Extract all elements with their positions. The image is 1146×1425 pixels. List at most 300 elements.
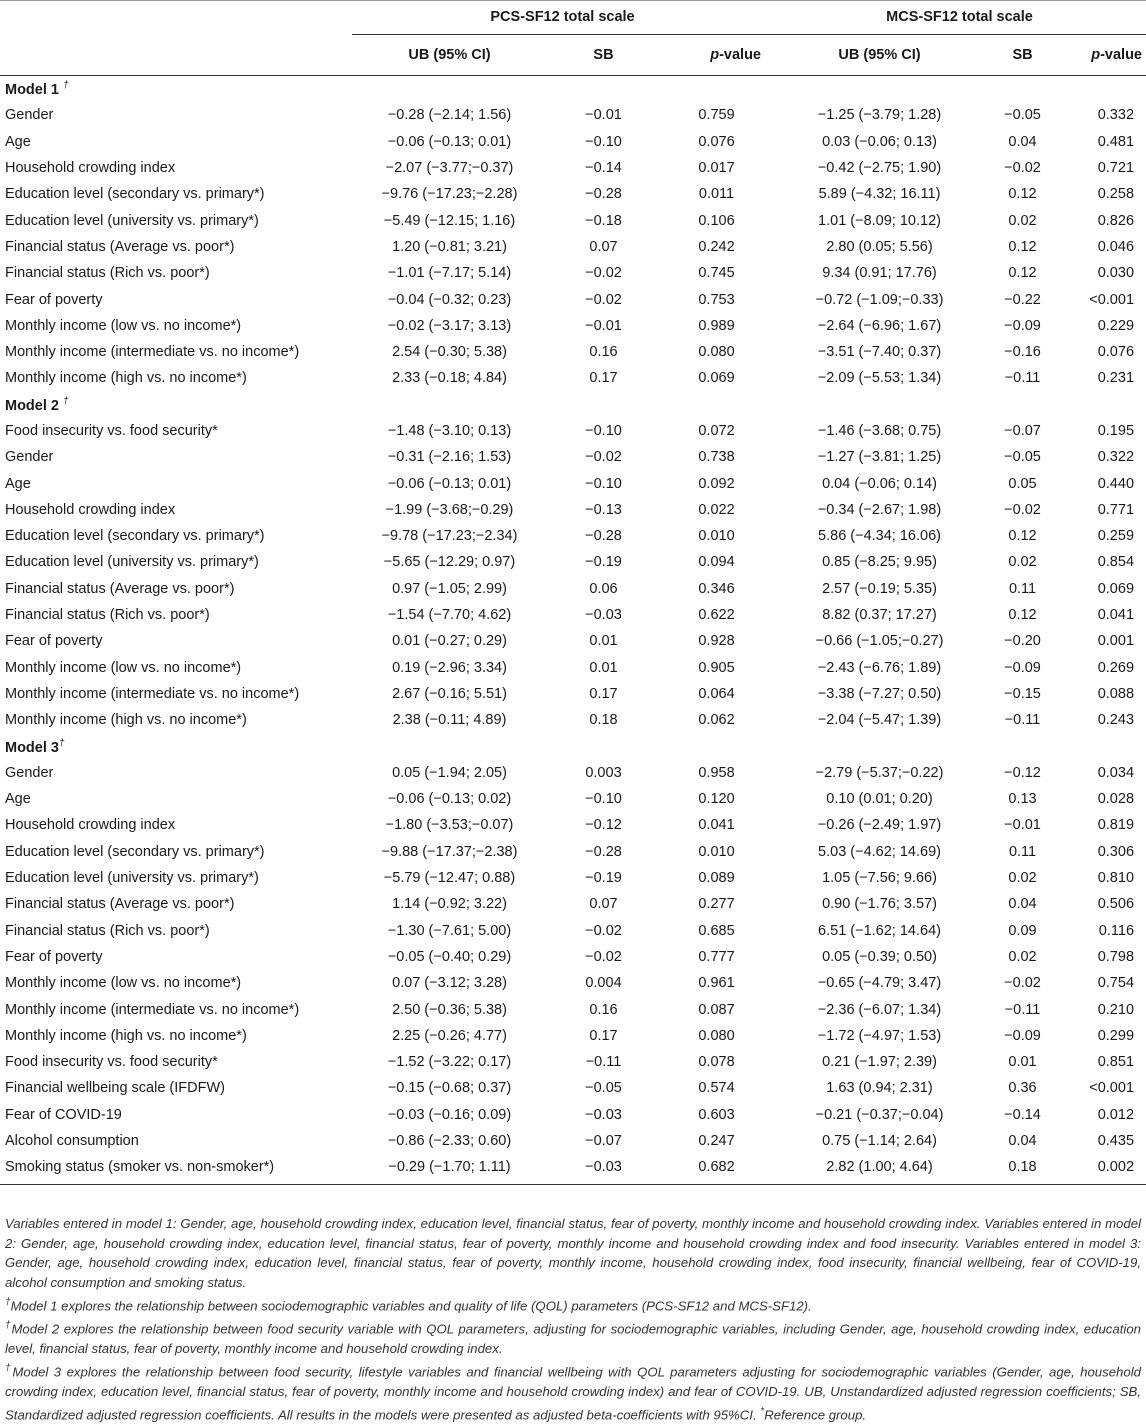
pcs-sb: 0.16	[589, 1001, 618, 1018]
footnote-variables: Variables entered in model 1: Gender, age, household crowding index, education level, financial status, fear of poverty, monthly income and household crowding index. Variables entered in model 2: Gender, age, household crowding index, education level, financial status, fear of poverty, monthly income and household crowding index and food insecurity. Variables entered in model 3: Gender, age, household crowding index, education level, financial status, fear of poverty, monthly income, household crowding index, food insecurity, financial wellbeing, fear of COVID-19, alcohol consumption and smoking status.	[5, 1216, 1141, 1291]
row-label: Alcohol consumption	[5, 1133, 139, 1150]
table-row	[0, 839, 1146, 865]
pcs-p: 0.087	[698, 1001, 735, 1018]
mcs-sb: −0.09	[1004, 1027, 1041, 1044]
table-row	[0, 1049, 1146, 1075]
pcs-ub: −1.30 (−7.61; 5.00)	[387, 922, 512, 939]
pcs-p: 0.078	[698, 1054, 735, 1071]
table-row	[0, 707, 1146, 733]
mcs-ub: 0.90 (−1.76; 3.57)	[822, 896, 937, 913]
mcs-p: 0.481	[1097, 133, 1135, 150]
mcs-sb: 0.02	[1008, 948, 1037, 965]
row-label: Monthly income (low vs. no income*)	[5, 317, 242, 334]
pcs-p: 0.080	[698, 1027, 735, 1044]
mcs-sb: 0.05	[1008, 475, 1037, 492]
mcs-p: 0.195	[1097, 423, 1135, 439]
pcs-ub: −0.06 (−0.13; 0.02)	[387, 791, 512, 808]
pcs-sb: −0.01	[585, 317, 622, 334]
row-label: Smoking status (smoker vs. non-smoker*)	[0, 1154, 352, 1185]
mcs-ub: −2.04 (−5.47; 1.39)	[817, 712, 942, 729]
pcs-p: 0.072	[698, 423, 735, 439]
mcs-sb: −0.05	[1004, 449, 1041, 466]
table-row	[0, 970, 1146, 996]
table-row	[0, 576, 1146, 602]
pcs-ub: −1.48 (−3.10; 0.13)	[387, 423, 512, 439]
mcs-sb: −0.02	[1004, 160, 1041, 177]
mcs-p: 0.826	[1097, 212, 1135, 229]
mcs-ub: 2.80 (0.05; 5.56)	[826, 238, 933, 255]
pcs-ub: −0.28 (−2.14; 1.56)	[387, 107, 512, 124]
pcs-p: 0.574	[698, 1080, 735, 1097]
mcs-ub: −2.64 (−6.96; 1.67)	[817, 317, 942, 334]
pcs-p: 0.277	[698, 896, 735, 913]
row-label: Financial status (Average vs. poor*)	[5, 896, 235, 913]
pcs-p: 0.080	[698, 344, 735, 361]
row-label: Fear of COVID-19	[5, 1106, 122, 1123]
pcs-p: 0.682	[660, 1154, 773, 1185]
mcs-sb: −0.07	[1004, 423, 1041, 439]
pcs-ub: −1.54 (−7.70; 4.62)	[387, 607, 512, 624]
col-header-sb-mcs: SB	[986, 35, 1059, 76]
pcs-ub: −2.07 (−3.77;−0.37)	[385, 160, 514, 177]
pcs-p: 0.622	[698, 607, 735, 624]
pcs-p: 0.242	[698, 238, 735, 255]
pcs-ub: −1.52 (−3.22; 0.17)	[387, 1054, 512, 1071]
mcs-sb: −0.22	[1004, 291, 1041, 308]
row-label: Education level (university vs. primary*)	[5, 870, 259, 887]
row-label: Financial status (Rich vs. poor*)	[5, 265, 210, 282]
mcs-sb: 0.09	[1008, 922, 1037, 939]
pcs-ub: 2.38 (−0.11; 4.89)	[392, 712, 507, 729]
row-label: Monthly income (intermediate vs. no income*)	[5, 1001, 300, 1018]
mcs-ub: 9.34 (0.91; 17.76)	[822, 265, 937, 282]
mcs-p: 0.819	[1097, 817, 1135, 834]
mcs-sb: −0.11	[1004, 712, 1041, 729]
pcs-p: 0.989	[698, 317, 735, 334]
table-row	[0, 260, 1146, 286]
mcs-ub: −0.42 (−2.75; 1.90)	[817, 160, 942, 177]
mcs-p: 0.069	[1097, 580, 1135, 597]
mcs-p: <0.001	[1089, 291, 1135, 308]
pcs-ub: 2.54 (−0.30; 5.38)	[392, 344, 507, 361]
row-label: Education level (university vs. primary*)	[5, 554, 259, 571]
mcs-p: 0.028	[1097, 791, 1135, 808]
row-label: Education level (university vs. primary*)	[5, 212, 259, 229]
row-label: Food insecurity vs. food security*	[5, 1054, 218, 1071]
table-row	[0, 760, 1146, 786]
mcs-ub: 2.82 (1.00; 4.64)	[773, 1154, 986, 1185]
row-label: Age	[5, 791, 31, 808]
pcs-sb: 0.17	[589, 1027, 618, 1044]
table-row	[0, 444, 1146, 470]
pcs-sb: −0.10	[585, 423, 622, 439]
pcs-sb: −0.05	[585, 1080, 622, 1097]
pcs-ub: −0.02 (−3.17; 3.13)	[387, 317, 512, 334]
mcs-ub: 1.05 (−7.56; 9.66)	[822, 870, 937, 887]
pcs-sb: 0.07	[589, 896, 618, 913]
row-label: Household crowding index	[5, 817, 176, 834]
mcs-sb: −0.09	[1004, 659, 1041, 676]
mcs-ub: −0.34 (−2.67; 1.98)	[817, 501, 942, 518]
table-row	[0, 944, 1146, 970]
mcs-ub: 1.63 (0.94; 2.31)	[826, 1080, 933, 1097]
table-row	[0, 602, 1146, 628]
pcs-sb: −0.28	[585, 843, 622, 860]
mcs-p: 0.754	[1097, 975, 1135, 992]
mcs-p: 0.030	[1097, 265, 1135, 282]
table-row	[0, 497, 1146, 523]
pcs-p: 0.089	[698, 870, 735, 887]
pcs-sb: −0.14	[585, 160, 622, 177]
table-row	[0, 1154, 1146, 1185]
mcs-ub: −0.21 (−0.37;−0.04)	[815, 1106, 944, 1123]
col-header-sb-pcs: SB	[547, 35, 660, 76]
mcs-sb: 0.12	[1008, 528, 1037, 545]
mcs-sb: 0.01	[1008, 1054, 1037, 1071]
table-row	[0, 470, 1146, 496]
row-label: Household crowding index	[5, 501, 176, 518]
row-label: Gender	[5, 449, 54, 466]
pcs-p: 0.759	[698, 107, 735, 124]
mcs-p: 0.259	[1097, 528, 1135, 545]
pcs-sb: 0.17	[589, 370, 618, 387]
mcs-p: 0.231	[1097, 370, 1135, 387]
mcs-p: 0.001	[1097, 633, 1135, 650]
model-title: Model 1 †	[5, 80, 69, 99]
mcs-p: 0.012	[1097, 1106, 1135, 1123]
mcs-ub: 0.85 (−8.25; 9.95)	[822, 554, 937, 571]
pcs-sb: −0.01	[585, 107, 622, 124]
pcs-sb: 0.01	[589, 633, 618, 650]
mcs-sb: −0.02	[1004, 501, 1041, 518]
row-label: Financial status (Rich vs. poor*)	[5, 607, 210, 624]
mcs-sb: −0.12	[1004, 764, 1041, 781]
footnote-model3: †Model 3 explores the relationship between food security, lifestyle variables and financial wellbeing with QOL parameters adjusting for sociodemographic variables (Gender, age, household crowding index, education level, financial status, fear of poverty, monthly income and household crowding index) and fear of COVID-19. UB, Unstandardized adjusted regression coefficients; SB, Standardized adjusted regression coefficients. All results in the models were presented as adjusted beta-coefficients with 95%CI. *Reference group.	[5, 1362, 1141, 1422]
pcs-p: 0.961	[698, 975, 735, 992]
pcs-p: 0.603	[698, 1106, 735, 1123]
mcs-sb: 0.36	[1008, 1080, 1037, 1097]
row-label: Education level (secondary vs. primary*)	[5, 528, 265, 545]
mcs-ub: 0.04 (−0.06; 0.14)	[822, 475, 937, 492]
mcs-p: 0.322	[1097, 449, 1135, 466]
table-row	[0, 181, 1146, 207]
table-row	[0, 996, 1146, 1022]
pcs-p: 0.064	[698, 685, 735, 702]
pcs-ub: −5.65 (−12.29; 0.97)	[383, 554, 516, 571]
pcs-sb: 0.07	[589, 238, 618, 255]
table-row	[0, 155, 1146, 181]
group-header-pcs: PCS-SF12 total scale	[352, 0, 773, 35]
mcs-p: 0.810	[1097, 870, 1135, 887]
row-label: Monthly income (high vs. no income*)	[5, 1027, 247, 1044]
pcs-p: 0.022	[698, 501, 735, 518]
table-row	[0, 234, 1146, 260]
pcs-sb: −0.02	[585, 449, 622, 466]
mcs-sb: 0.12	[1008, 265, 1037, 282]
mcs-p: 0.041	[1097, 607, 1135, 624]
pcs-sb: −0.19	[585, 870, 622, 887]
row-label: Monthly income (high vs. no income*)	[5, 712, 247, 729]
mcs-sb: −0.15	[1004, 685, 1041, 702]
table-row	[0, 655, 1146, 681]
pcs-sb: −0.11	[585, 1054, 622, 1071]
pcs-ub: −0.06 (−0.13; 0.01)	[387, 133, 512, 150]
mcs-ub: −0.26 (−2.49; 1.97)	[817, 817, 942, 834]
table-footnotes	[5, 1214, 1141, 1425]
pcs-sb: 0.01	[589, 659, 618, 676]
pcs-ub: 2.67 (−0.16; 5.51)	[392, 685, 507, 702]
pcs-p: 0.120	[698, 791, 735, 808]
mcs-sb: 0.11	[1008, 843, 1037, 860]
row-label: Monthly income (intermediate vs. no income*)	[5, 344, 300, 361]
pcs-p: 0.069	[698, 370, 735, 387]
pcs-sb: −0.02	[585, 265, 622, 282]
mcs-ub: −1.25 (−3.79; 1.28)	[817, 107, 942, 124]
table-header	[0, 0, 1146, 76]
row-label: Monthly income (low vs. no income*)	[5, 659, 242, 676]
pcs-p: 0.011	[698, 186, 735, 203]
mcs-sb: −0.14	[1004, 1106, 1041, 1123]
pcs-p: 0.092	[698, 475, 735, 492]
table-row	[0, 1102, 1146, 1128]
mcs-sb: −0.11	[1004, 370, 1041, 387]
col-header-ub-mcs: UB (95% CI)	[773, 35, 986, 76]
mcs-ub: 8.82 (0.37; 17.27)	[822, 607, 937, 624]
mcs-p: 0.116	[1098, 922, 1135, 939]
pcs-ub: −5.79 (−12.47; 0.88)	[383, 870, 516, 887]
mcs-p: <0.001	[1089, 1080, 1135, 1097]
pcs-sb: −0.10	[585, 133, 622, 150]
col-header-p-pcs: p-value	[660, 35, 773, 76]
pcs-sb: −0.10	[585, 791, 622, 808]
table-row	[0, 865, 1146, 891]
pcs-p: 0.062	[698, 712, 735, 729]
pcs-ub: 2.50 (−0.36; 5.38)	[392, 1001, 507, 1018]
pcs-p: 0.905	[698, 659, 735, 676]
row-label: Education level (secondary vs. primary*)	[5, 186, 265, 203]
table-row	[0, 339, 1146, 365]
mcs-p: 0.721	[1097, 160, 1135, 177]
mcs-ub: 5.86 (−4.34; 16.06)	[818, 528, 941, 545]
pcs-ub: −0.31 (−2.16; 1.53)	[387, 449, 512, 466]
table-row	[0, 129, 1146, 155]
mcs-ub: −2.79 (−5.37;−0.22)	[815, 764, 944, 781]
model-header-row	[0, 733, 1146, 759]
mcs-ub: −2.36 (−6.07; 1.34)	[817, 1001, 942, 1018]
pcs-ub: 1.20 (−0.81; 3.21)	[392, 238, 507, 255]
pcs-sb: 0.004	[585, 975, 622, 992]
mcs-p: 0.076	[1097, 344, 1135, 361]
row-label: Financial wellbeing scale (IFDFW)	[5, 1080, 225, 1097]
pcs-ub: 0.19 (−2.96; 3.34)	[392, 659, 507, 676]
mcs-p: 0.506	[1097, 896, 1135, 913]
pcs-sb: 0.18	[589, 712, 618, 729]
mcs-ub: −3.51 (−7.40; 0.37)	[817, 344, 942, 361]
pcs-p: 0.346	[698, 580, 735, 597]
mcs-ub: 0.75 (−1.14; 2.64)	[822, 1133, 937, 1150]
mcs-sb: −0.20	[1004, 633, 1041, 650]
row-label: Fear of poverty	[5, 948, 103, 965]
table-row	[0, 1075, 1146, 1101]
top-rule	[0, 0, 1146, 1]
row-label: Fear of poverty	[5, 291, 103, 308]
pcs-sb: −0.03	[547, 1154, 660, 1185]
pcs-sb: −0.28	[585, 186, 622, 203]
pcs-ub: −9.76 (−17.23;−2.28)	[381, 186, 518, 203]
mcs-sb: 0.04	[1008, 1133, 1037, 1150]
pcs-sb: −0.13	[585, 501, 622, 518]
group-header-mcs: MCS-SF12 total scale	[773, 0, 1146, 35]
mcs-sb: −0.11	[1004, 1001, 1041, 1018]
table-row	[0, 628, 1146, 654]
mcs-ub: −1.27 (−3.81; 1.25)	[817, 449, 942, 466]
pcs-ub: 0.01 (−0.27; 0.29)	[392, 633, 507, 650]
table-row	[0, 102, 1146, 128]
mcs-p: 0.229	[1097, 317, 1135, 334]
pcs-ub: −1.80 (−3.53;−0.07)	[385, 817, 514, 834]
mcs-p: 0.046	[1097, 238, 1135, 255]
footnote-model1: †Model 1 explores the relationship between sociodemographic variables and quality of life (QOL) parameters (PCS-SF12 and MCS-SF12).	[5, 1296, 812, 1314]
pcs-p: 0.958	[698, 764, 735, 781]
mcs-ub: −2.43 (−6.76; 1.89)	[817, 659, 942, 676]
pcs-ub: −5.49 (−12.15; 1.16)	[383, 212, 516, 229]
pcs-p: 0.017	[698, 160, 735, 177]
mcs-p: 0.034	[1097, 764, 1135, 781]
col-header-ub-pcs: UB (95% CI)	[352, 35, 547, 76]
row-label: Gender	[5, 764, 54, 781]
mcs-ub: 5.03 (−4.62; 14.69)	[818, 843, 941, 860]
row-label: Age	[5, 475, 31, 492]
mcs-ub: −1.72 (−4.97; 1.53)	[817, 1027, 942, 1044]
mcs-sb: −0.01	[1004, 817, 1041, 834]
pcs-sb: −0.03	[585, 1106, 622, 1123]
mcs-sb: 0.18	[986, 1154, 1059, 1185]
mcs-p: 0.854	[1097, 554, 1135, 571]
pcs-p: 0.076	[698, 133, 735, 150]
mcs-sb: 0.04	[1008, 896, 1037, 913]
mcs-p: 0.088	[1097, 685, 1135, 702]
mcs-p: 0.798	[1097, 948, 1135, 965]
model-title: Model 2 †	[5, 395, 69, 414]
table-row	[0, 891, 1146, 917]
mcs-ub: 6.51 (−1.62; 14.64)	[818, 922, 941, 939]
table-row	[0, 786, 1146, 812]
mcs-ub: 0.05 (−0.39; 0.50)	[822, 948, 937, 965]
pcs-ub: 0.97 (−1.05; 2.99)	[392, 580, 507, 597]
pcs-p: 0.738	[698, 449, 735, 466]
table-row	[0, 1128, 1146, 1154]
pcs-ub: −0.29 (−1.70; 1.11)	[352, 1154, 547, 1185]
pcs-ub: −0.04 (−0.32; 0.23)	[387, 291, 512, 308]
pcs-p: 0.010	[698, 528, 735, 545]
table-row	[0, 812, 1146, 838]
mcs-p: 0.332	[1097, 107, 1135, 124]
pcs-sb: 0.06	[589, 580, 618, 597]
pcs-p: 0.685	[698, 922, 735, 939]
footnote-model2: †Model 2 explores the relationship between food security variable with QOL parameters, adjusting for sociodemographic variables, including Gender, age, household crowding index, education level, financial status, fear of poverty, monthly income and household crowding index.	[5, 1319, 1141, 1356]
pcs-sb: −0.03	[585, 607, 622, 624]
mcs-p: 0.851	[1097, 1054, 1135, 1071]
table-row	[0, 1023, 1146, 1049]
pcs-sb: −0.02	[585, 948, 622, 965]
model-title: Model 3†	[5, 737, 65, 756]
mcs-ub: 0.03 (−0.06; 0.13)	[822, 133, 937, 150]
pcs-ub: −1.99 (−3.68;−0.29)	[385, 501, 514, 518]
row-label: Monthly income (low vs. no income*)	[5, 975, 242, 992]
pcs-ub: 0.07 (−3.12; 3.28)	[392, 975, 507, 992]
model-header-row	[0, 76, 1146, 103]
mcs-ub: −2.09 (−5.53; 1.34)	[817, 370, 942, 387]
mcs-p: 0.299	[1097, 1027, 1135, 1044]
mcs-p: 0.210	[1097, 1001, 1135, 1018]
pcs-p: 0.094	[698, 554, 735, 571]
pcs-sb: −0.19	[585, 554, 622, 571]
row-label: Household crowding index	[5, 160, 176, 177]
table-row	[0, 365, 1146, 391]
row-label: Financial status (Rich vs. poor*)	[5, 922, 210, 939]
mcs-sb: 0.02	[1008, 870, 1037, 887]
mcs-p: 0.440	[1097, 475, 1135, 492]
mcs-ub: 2.57 (−0.19; 5.35)	[822, 580, 937, 597]
row-label: Education level (secondary vs. primary*)	[5, 843, 265, 860]
pcs-sb: −0.02	[585, 291, 622, 308]
mcs-sb: −0.05	[1004, 107, 1041, 124]
row-label: Fear of poverty	[5, 633, 103, 650]
pcs-ub: 2.25 (−0.26; 4.77)	[392, 1027, 507, 1044]
pcs-ub: −9.78 (−17.23;−2.34)	[381, 528, 518, 545]
mcs-ub: −0.65 (−4.79; 3.47)	[817, 975, 942, 992]
pcs-ub: −1.01 (−7.17; 5.14)	[387, 265, 512, 282]
pcs-sb: −0.07	[585, 1133, 622, 1150]
pcs-p: 0.247	[698, 1133, 735, 1150]
table-body	[0, 76, 1146, 1185]
row-label: Food insecurity vs. food security*	[5, 423, 218, 439]
pcs-p: 0.106	[698, 212, 735, 229]
pcs-ub: 0.05 (−1.94; 2.05)	[392, 764, 507, 781]
mcs-ub: −0.72 (−1.09;−0.33)	[815, 291, 944, 308]
pcs-ub: −0.86 (−2.33; 0.60)	[387, 1133, 512, 1150]
pcs-ub: 1.14 (−0.92; 3.22)	[392, 896, 507, 913]
pcs-ub: −0.03 (−0.16; 0.09)	[387, 1106, 512, 1123]
mcs-sb: 0.12	[1008, 607, 1037, 624]
table-row	[0, 207, 1146, 233]
pcs-sb: 0.003	[585, 764, 622, 781]
mcs-ub: −1.46 (−3.68; 0.75)	[817, 423, 942, 439]
pcs-sb: −0.10	[585, 475, 622, 492]
row-label: Gender	[5, 107, 54, 124]
pcs-sb: −0.12	[585, 817, 622, 834]
row-label: Monthly income (high vs. no income*)	[5, 370, 247, 387]
mcs-sb: 0.02	[1008, 554, 1037, 571]
pcs-p: 0.041	[698, 817, 735, 834]
mcs-p: 0.243	[1097, 712, 1135, 729]
mcs-sb: 0.13	[1008, 791, 1037, 808]
pcs-p: 0.777	[698, 948, 735, 965]
row-label: Financial status (Average vs. poor*)	[5, 580, 235, 597]
mcs-sb: 0.11	[1008, 580, 1037, 597]
pcs-sb: 0.16	[589, 344, 618, 361]
mcs-ub: 1.01 (−8.09; 10.12)	[818, 212, 941, 229]
mcs-ub: −3.38 (−7.27; 0.50)	[817, 685, 942, 702]
row-label: Monthly income (intermediate vs. no income*)	[5, 685, 300, 702]
pcs-sb: 0.17	[589, 685, 618, 702]
mcs-sb: −0.09	[1004, 317, 1041, 334]
mcs-p: 0.269	[1097, 659, 1135, 676]
row-label: Age	[5, 133, 31, 150]
pcs-p: 0.928	[698, 633, 735, 650]
mcs-sb: −0.16	[1004, 344, 1041, 361]
mcs-p: 0.435	[1097, 1133, 1135, 1150]
